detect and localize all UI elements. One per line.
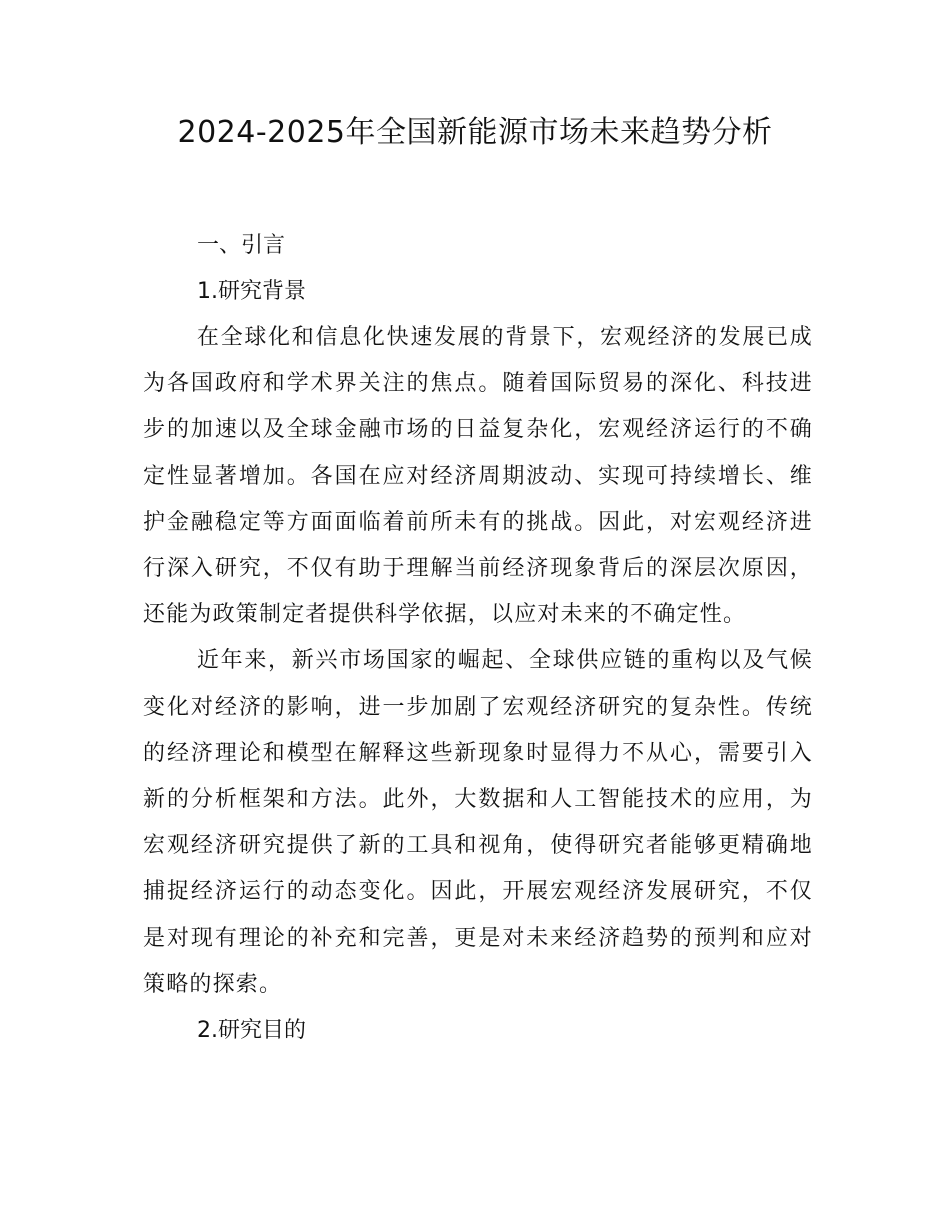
body-paragraph-2: 近年来，新兴市场国家的崛起、全球供应链的重构以及气候变化对经济的影响，进一步加剧了宏观经济研究的复杂性。传统的经济理论和模型在解释这些新现象时显得力不从心，需要引入新的分析框架和方法。此外，大数据和人工智能技术的应用，为宏观经济研究提供了新的工具和视角，使得研究者能够更精确地捕捉经济运行的动态变化。因此，开展宏观经济发展研究，不仅是对现有理论的补充和完善，更是对未来经济趋势的预判和应对策略的探索。 xyxy=(143,648,813,997)
document-body xyxy=(143,223,813,1054)
subsection-heading-purpose: 2.研究目的 xyxy=(197,1018,306,1044)
body-paragraph-1: 在全球化和信息化快速发展的背景下，宏观经济的发展已成为各国政府和学术界关注的焦点。随着国际贸易的深化、科技进步的加速以及全球金融市场的日益复杂化，宏观经济运行的不确定性显著增加。各国在应对经济周期波动、实现可持续增长、维护金融稳定等方面面临着前所未有的挑战。因此，对宏观经济进行深入研究，不仅有助于理解当前经济现象背后的深层次原因，还能为政策制定者提供科学依据，以应对未来的不确定性。 xyxy=(143,325,813,628)
section-heading-intro: 一、引言 xyxy=(197,233,286,258)
document-title: 2024-2025年全国新能源市场未来趋势分析 xyxy=(177,115,773,150)
subsection-heading-background: 1.研究背景 xyxy=(197,279,306,304)
